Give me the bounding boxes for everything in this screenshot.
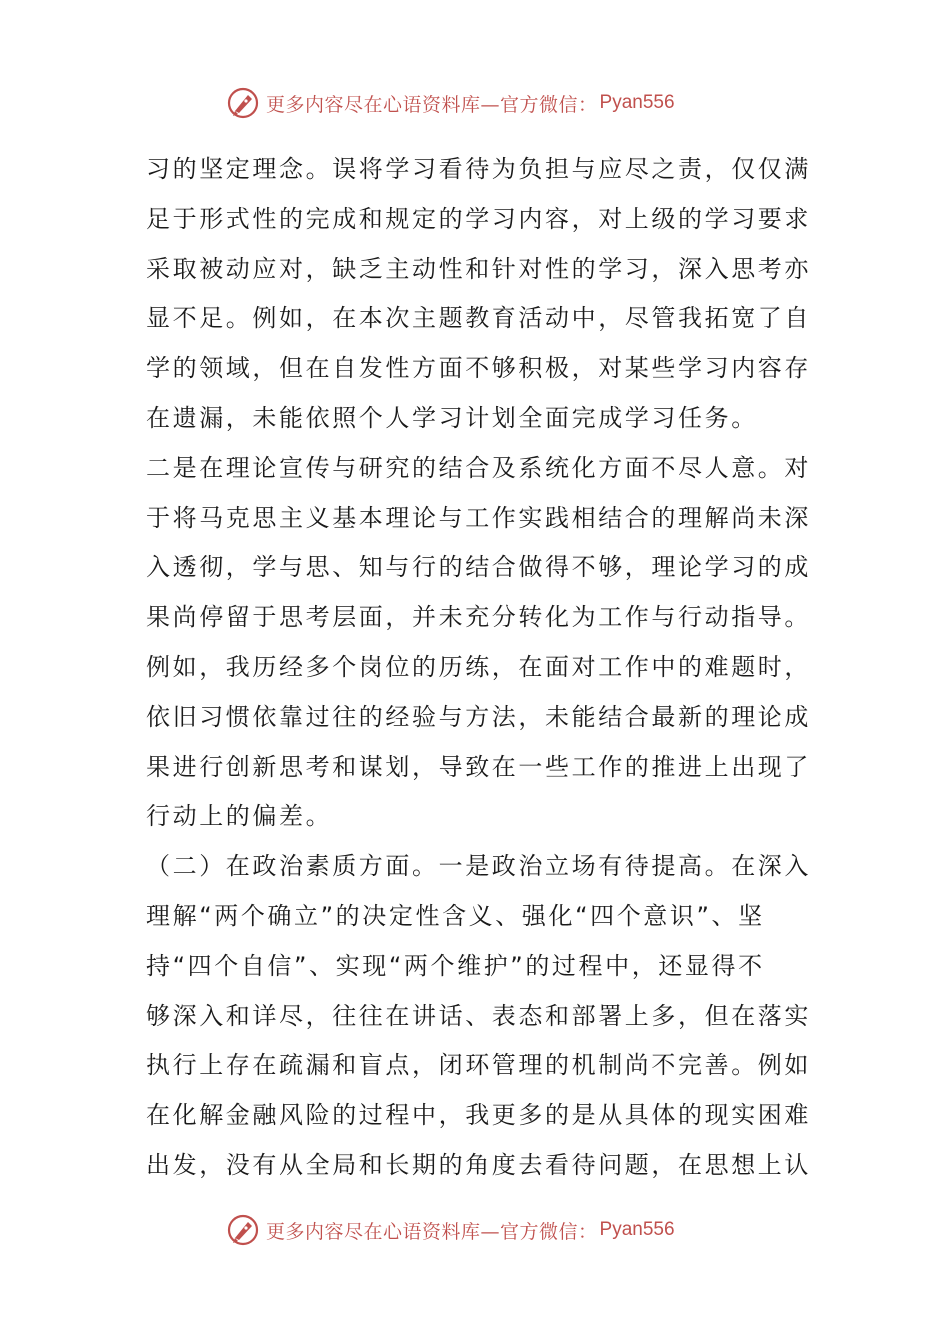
text-line: 依旧习惯依靠过往的经验与方法，未能结合最新的理论成 xyxy=(146,702,811,731)
header-banner xyxy=(226,86,746,120)
text-line: 理解“两个确立”的决定性含义、强化“四个意识”、坚 xyxy=(146,901,765,930)
body-text xyxy=(146,145,816,1191)
text-line: 行动上的偏差。 xyxy=(146,802,333,831)
header-banner-text: 更多内容尽在心语资料库—官方微信： xyxy=(266,93,598,116)
text-line: 在遗漏，未能依照个人学习计划全面完成学习任务。 xyxy=(146,403,758,432)
footer-banner xyxy=(226,1213,746,1247)
text-line: 显不足。例如，在本次主题教育活动中，尽管我拓宽了自 xyxy=(146,304,811,333)
footer-wechat-id: Pyan556 xyxy=(599,1219,675,1240)
text-line: 例如，我历经多个岗位的历练，在面对工作中的难题时， xyxy=(146,652,811,681)
text-line: 持“四个自信”、实现“两个维护”的过程中，还显得不 xyxy=(146,951,765,980)
text-line: 果进行创新思考和谋划，导致在一些工作的推进上出现了 xyxy=(146,752,811,781)
footer-banner-text: 更多内容尽在心语资料库—官方微信： xyxy=(266,1220,598,1243)
text-line: 足于形式性的完成和规定的学习内容，对上级的学习要求 xyxy=(146,204,811,233)
pen-nib-logo-icon xyxy=(226,1213,260,1247)
text-line: 够深入和详尽，往往在讲话、表态和部署上多，但在落实 xyxy=(146,1001,811,1030)
text-line: 学的领域，但在自发性方面不够积极，对某些学习内容存 xyxy=(146,354,811,383)
text-line: 于将马克思主义基本理论与工作实践相结合的理解尚未深 xyxy=(146,503,811,532)
text-line: （二）在政治素质方面。一是政治立场有待提高。在深入 xyxy=(146,852,811,881)
text-line: 出发，没有从全局和长期的角度去看待问题，在思想上认 xyxy=(146,1150,811,1179)
text-line: 果尚停留于思考层面，并未充分转化为工作与行动指导。 xyxy=(146,603,811,632)
text-line: 在化解金融风险的过程中，我更多的是从具体的现实困难 xyxy=(146,1101,811,1130)
text-line: 采取被动应对，缺乏主动性和针对性的学习，深入思考亦 xyxy=(146,254,811,283)
text-line: 二是在理论宣传与研究的结合及系统化方面不尽人意。对 xyxy=(146,453,811,482)
text-line: 入透彻，学与思、知与行的结合做得不够，理论学习的成 xyxy=(146,553,811,582)
text-line: 执行上存在疏漏和盲点，闭环管理的机制尚不完善。例如 xyxy=(146,1051,811,1080)
pen-nib-logo-icon xyxy=(226,86,260,120)
header-wechat-id: Pyan556 xyxy=(599,92,675,113)
text-line: 习的坚定理念。误将学习看待为负担与应尽之责，仅仅满 xyxy=(146,155,811,183)
